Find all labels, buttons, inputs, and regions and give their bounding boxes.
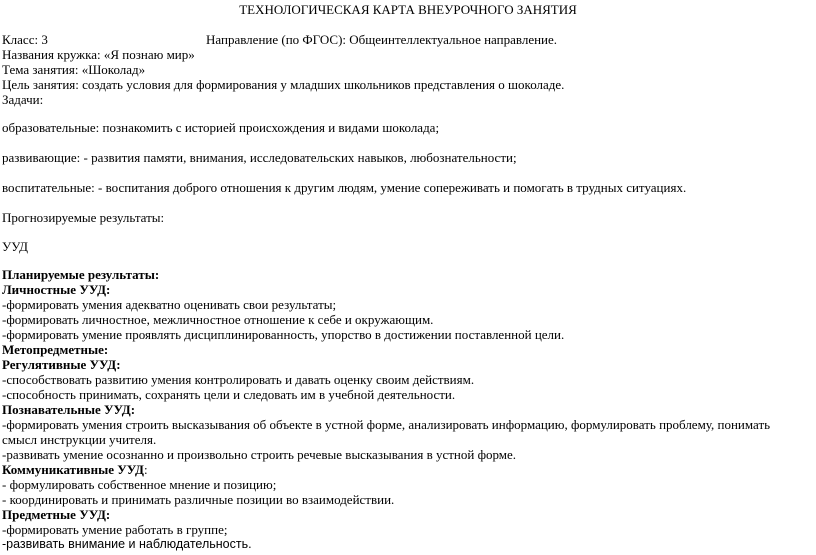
communicative-colon: : — [143, 462, 148, 477]
subject-item-1: -формировать умение работать в группе; — [2, 522, 228, 537]
regulative-heading: Регулятивные УУД: — [2, 357, 121, 372]
meta-heading: Метопредметные: — [2, 342, 109, 357]
task-upbringing: воспитательные: - воспитания доброго отношения к другим людям, умение сопереживать и помогать в трудных ситуациях. — [2, 180, 687, 195]
class-label: Класс: 3 — [2, 32, 48, 47]
personal-item-2: -формировать личностное, межличностное отношение к себе и окружающим. — [2, 312, 434, 327]
communicative-heading: Коммуникативные УУД — [2, 462, 144, 477]
tasks-heading: Задачи: — [2, 92, 44, 107]
lesson-topic: Тема занятия: «Шоколад» — [2, 62, 146, 77]
subject-heading: Предметные УУД: — [2, 507, 111, 522]
planned-results-heading: Планируемые результаты: — [2, 267, 160, 282]
communicative-item-1: - формулировать собственное мнение и позицию; — [2, 477, 277, 492]
communicative-heading-line — [2, 462, 148, 477]
regulative-item-1: -способствовать развитию умения контролировать и давать оценку своим действиям. — [2, 372, 475, 387]
regulative-item-2: -способность принимать, сохранять цели и следовать им в учебной деятельности. — [2, 387, 456, 402]
task-educational: образовательные: познакомить с историей происхождения и видами шоколада; — [2, 120, 440, 135]
lesson-goal: Цель занятия: создать условия для формирования у младших школьников представления о шоколаде. — [2, 77, 565, 92]
predicted-results: Прогнозируемые результаты: — [2, 210, 165, 225]
personal-item-1: -формировать умения адекватно оценивать свои результаты; — [2, 297, 337, 312]
personal-item-3: -формировать умение проявлять дисциплинированность, упорство в достижении поставленной цели. — [2, 327, 565, 342]
direction-text: Направление (по ФГОС): Общеинтеллектуальное направление. — [206, 32, 558, 47]
subject-item-2: -развивать внимание и наблюдательность. — [2, 537, 252, 551]
uud-label: УУД — [2, 239, 28, 254]
communicative-item-2: - координировать и принимать различные позиции во взаимодействии. — [2, 492, 395, 507]
document-title: ТЕХНОЛОГИЧЕСКАЯ КАРТА ВНЕУРОЧНОГО ЗАНЯТИЯ — [239, 2, 577, 17]
personal-heading: Личностные УУД: — [2, 282, 111, 297]
task-developing: развивающие: - развития памяти, внимания, исследовательских навыков, любознательности; — [2, 150, 517, 165]
cognitive-item-1: -формировать умения строить высказывания об объекте в устной форме, анализировать информацию, формулировать проблему, понимать смысл инструкции учителя. — [2, 417, 771, 447]
cognitive-item-2: -развивать умение осознанно и произвольно строить речевые высказывания в устной форме. — [2, 447, 517, 462]
cognitive-heading: Познавательные УУД: — [2, 402, 136, 417]
club-name: Названия кружка: «Я познаю мир» — [2, 47, 195, 62]
